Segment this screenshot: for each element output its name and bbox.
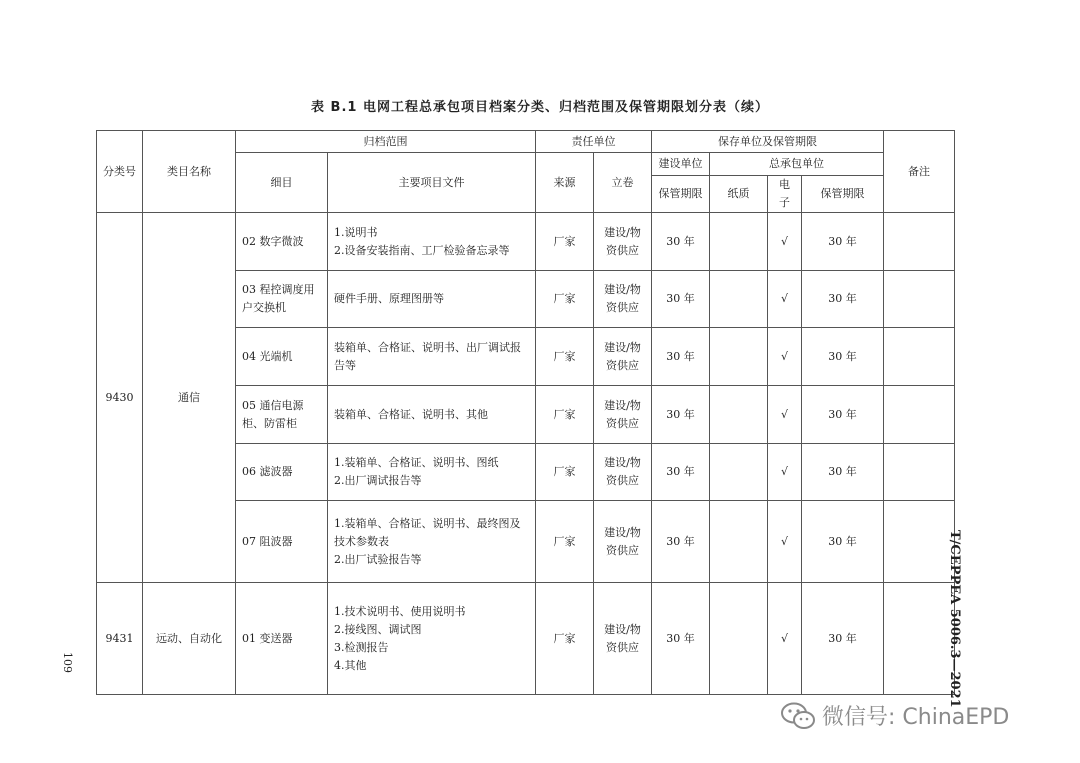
- header-builder-period: 保管期限: [652, 176, 710, 213]
- cell-builder-period: 30 年: [652, 444, 710, 501]
- cell-filing: 建设/物资供应: [594, 386, 652, 444]
- watermark-text: 微信号: ChinaEPD: [822, 705, 1010, 730]
- header-retention: 保存单位及保管期限: [652, 131, 884, 153]
- cell-source: 厂家: [536, 386, 594, 444]
- cell-item: 02 数字微波: [236, 213, 328, 271]
- table-row: [97, 583, 955, 695]
- cell-electronic: √: [768, 271, 802, 328]
- cell-remark: [884, 444, 955, 501]
- archive-table: [96, 130, 955, 695]
- header-responsible: 责任单位: [536, 131, 652, 153]
- file-line: 装箱单、合格证、说明书、出厂调试报告等: [334, 340, 521, 372]
- header-paper: 纸质: [710, 176, 768, 213]
- cell-item: 07 阻波器: [236, 501, 328, 583]
- cell-paper: [710, 213, 768, 271]
- cell-category: 通信: [143, 213, 236, 583]
- cell-paper: [710, 271, 768, 328]
- cell-source: 厂家: [536, 213, 594, 271]
- header-contractor: 总承包单位: [710, 153, 884, 176]
- cell-item: 06 滤波器: [236, 444, 328, 501]
- file-line: 4.其他: [334, 658, 367, 672]
- cell-item: 01 变送器: [236, 583, 328, 695]
- cell-paper: [710, 328, 768, 386]
- header-scope: 归档范围: [236, 131, 536, 153]
- standard-code: T/CEPPEA 5006.3—2021: [947, 530, 962, 708]
- cell-electronic: √: [768, 213, 802, 271]
- cell-category: 远动、自动化: [143, 583, 236, 695]
- cell-paper: [710, 583, 768, 695]
- cell-files: [328, 213, 536, 271]
- cell-electronic: √: [768, 328, 802, 386]
- cell-remark: [884, 328, 955, 386]
- cell-files: [328, 501, 536, 583]
- cell-paper: [710, 386, 768, 444]
- cell-builder-period: 30 年: [652, 386, 710, 444]
- header-filing: 立卷: [594, 153, 652, 213]
- file-line: 2.出厂试验报告等: [334, 552, 422, 566]
- file-line: 1.说明书: [334, 225, 378, 239]
- header-contractor-period: 保管期限: [802, 176, 884, 213]
- file-line: 1.技术说明书、使用说明书: [334, 604, 466, 618]
- cell-source: 厂家: [536, 328, 594, 386]
- cell-remark: [884, 501, 955, 583]
- wechat-icon: [780, 701, 816, 731]
- cell-contractor-period: 30 年: [802, 271, 884, 328]
- cell-builder-period: 30 年: [652, 271, 710, 328]
- file-line: 硬件手册、原理图册等: [334, 292, 444, 305]
- cell-remark: [884, 583, 955, 695]
- cell-electronic: √: [768, 386, 802, 444]
- cell-builder-period: 30 年: [652, 501, 710, 583]
- cell-filing: 建设/物资供应: [594, 328, 652, 386]
- cell-files: [328, 444, 536, 501]
- cell-files: [328, 583, 536, 695]
- cell-contractor-period: 30 年: [802, 501, 884, 583]
- cell-source: 厂家: [536, 583, 594, 695]
- cell-electronic: √: [768, 583, 802, 695]
- cell-electronic: √: [768, 444, 802, 501]
- cell-contractor-period: 30 年: [802, 328, 884, 386]
- cell-code: 9430: [97, 213, 143, 583]
- table-title: 表 B.1 电网工程总承包项目档案分类、归档范围及保管期限划分表（续）: [311, 100, 769, 115]
- header-builder: 建设单位: [652, 153, 710, 176]
- cell-source: 厂家: [536, 271, 594, 328]
- header-category: 类目名称: [143, 131, 236, 213]
- cell-filing: 建设/物资供应: [594, 583, 652, 695]
- file-line: 装箱单、合格证、说明书、其他: [334, 407, 488, 421]
- cell-filing: 建设/物资供应: [594, 213, 652, 271]
- watermark: [780, 700, 1009, 731]
- header-remark: 备注: [884, 131, 955, 213]
- cell-code: 9431: [97, 583, 143, 695]
- cell-contractor-period: 30 年: [802, 213, 884, 271]
- cell-contractor-period: 30 年: [802, 583, 884, 695]
- cell-source: 厂家: [536, 444, 594, 501]
- cell-item: 05 通信电源柜、防雷柜: [236, 386, 328, 444]
- file-line: 3.检测报告: [334, 640, 389, 654]
- cell-filing: 建设/物资供应: [594, 444, 652, 501]
- cell-files: [328, 328, 536, 386]
- cell-paper: [710, 444, 768, 501]
- file-line: 2.设备安装指南、工厂检验备忘录等: [334, 243, 510, 257]
- header-item: 细目: [236, 153, 328, 213]
- cell-files: [328, 386, 536, 444]
- cell-contractor-period: 30 年: [802, 386, 884, 444]
- table-row: [97, 213, 955, 271]
- cell-contractor-period: 30 年: [802, 444, 884, 501]
- cell-builder-period: 30 年: [652, 328, 710, 386]
- cell-paper: [710, 501, 768, 583]
- header-code: 分类号: [97, 131, 143, 213]
- cell-remark: [884, 271, 955, 328]
- header-source: 来源: [536, 153, 594, 213]
- cell-item: 03 程控调度用户交换机: [236, 271, 328, 328]
- file-line: 1.装箱单、合格证、说明书、图纸: [334, 456, 499, 469]
- cell-item: 04 光端机: [236, 328, 328, 386]
- header-electronic: 电子: [768, 176, 802, 213]
- cell-electronic: √: [768, 501, 802, 583]
- page-number: 109: [61, 652, 74, 673]
- header-files: 主要项目文件: [328, 153, 536, 213]
- file-line: 2.接线图、调试图: [334, 622, 422, 636]
- cell-remark: [884, 386, 955, 444]
- cell-source: 厂家: [536, 501, 594, 583]
- file-line: 2.出厂调试报告等: [334, 474, 422, 487]
- cell-filing: 建设/物资供应: [594, 271, 652, 328]
- cell-files: [328, 271, 536, 328]
- cell-builder-period: 30 年: [652, 213, 710, 271]
- file-line: 1.装箱单、合格证、说明书、最终图及技术参数表: [334, 516, 521, 548]
- cell-builder-period: 30 年: [652, 583, 710, 695]
- cell-filing: 建设/物资供应: [594, 501, 652, 583]
- cell-remark: [884, 213, 955, 271]
